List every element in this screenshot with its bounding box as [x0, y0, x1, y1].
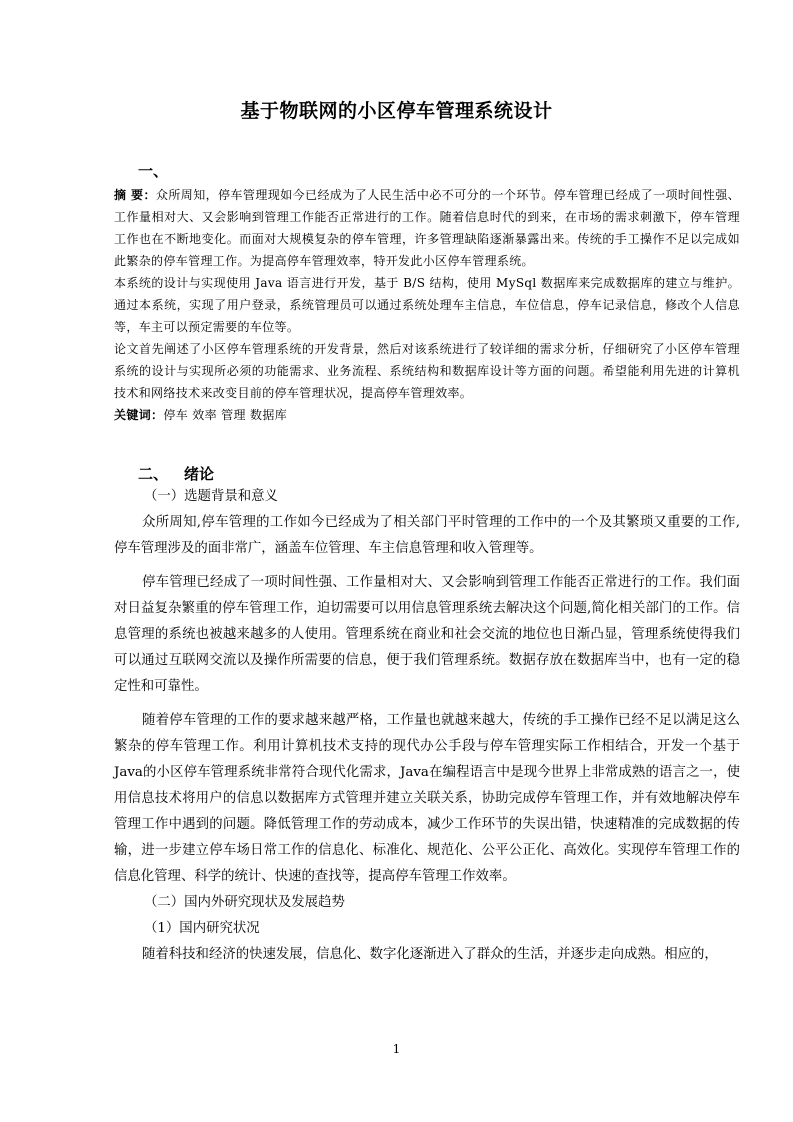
section-two-title: 绪论 [184, 465, 215, 483]
abstract-paragraph-3: 论文首先阐述了小区停车管理系统的开发背景，然后对该系统进行了较详细的需求分析，仔细研究了小区停车管理系统的设计与实现所必须的功能需求、业务流程、系统结构和数据库设计等方面的问题。希望能利用先进的计算机技术和网络技术来改变目前的停车管理状况，提高停车管理效率。 [114, 342, 740, 400]
keywords-label: 关键词： [114, 408, 164, 422]
body-paragraph-1: 众所周知,停车管理的工作如今已经成为了相关部门平时管理的工作中的一个及其繁琐又重要的工作, 停车管理涉及的面非常广，涵盖车位管理、车主信息管理和收入管理等。 [114, 515, 740, 556]
body-text [114, 484, 740, 968]
section-two-number: 二、 [138, 465, 169, 483]
section-two-heading [138, 463, 214, 484]
abstract-label: 摘 要： [114, 188, 156, 202]
subsection-heading-background: （一）选题背景和意义 [144, 489, 278, 504]
body-paragraph-2: 停车管理已经成了一项时间性强、工作量相对大、又会影响到管理工作能否正常进行的工作。我们面对日益复杂繁重的停车管理工作，迫切需要可以用信息管理系统去解决这个问题,简化相关部门的工作。信息管理的系统也被越来越多的人使用。管理系统在商业和社会交流的地位也日渐凸显，管理系统使得我们可以通过互联网交流以及操作所需要的信息，便于我们管理系统。数据存放在数据库当中，也有一定的稳定性和可靠性。 [114, 575, 740, 694]
body-paragraph-3: 随着停车管理的工作的要求越来越严格，工作量也就越来越大，传统的手工操作已经不足以满足这么繁杂的停车管理工作。利用计算机技术支持的现代办公手段与停车管理实际工作相结合，开发一个基于 Java的小区停车管理系统非常符合现代化需求，Java在编程语言中是现今世界上非常成熟的语言之一，使用信息技术将用户的信息以数据库方式管理并建立关联关系，协助完成停车管理工作，并有效地解决停车管理工作中遇到的问题。降低管理工作的劳动成本，减少工作环节的失误出错，快速精准的完成数据的传输，进一步建立停车场日常工作的信息化、标准化、规范化、公平公正化、高效化。实现停车管理工作的信息化管理、科学的统计、快速的查找等，提高停车管理工作效率。 [114, 713, 740, 884]
abstract-paragraph-2: 本系统的设计与实现使用 Java 语言进行开发，基于 B/S 结构，使用 MySql 数据库来完成数据库的建立与维护。通过本系统，实现了用户登录，系统管理员可以通过系统处理车主信息，车位信息，停车记录信息，修改个人信息等，车主可以预定需要的车位等。 [114, 276, 740, 334]
subsection-heading-domestic: （1）国内研究状况 [144, 921, 260, 936]
abstract-text-1: 众所周知，停车管理现如今已经成为了人民生活中必不可分的一个环节。停车管理已经成了一项时间性强、工作量相对大、又会影响到管理工作能否正常进行的工作。随着信息时代的到来，在市场的需求刺激下，停车管理工作也在不断地变化。而面对大规模复杂的停车管理，许多管理缺陷逐渐暴露出来。传统的手工操作不足以完成如此繁杂的停车管理工作。为提高停车管理效率，特开发此小区停车管理系统。 [114, 188, 740, 268]
page-title: 基于物联网的小区停车管理系统设计 [240, 100, 553, 122]
abstract-block [114, 184, 740, 426]
keywords-text: 停车 效率 管理 数据库 [163, 408, 288, 422]
section-one-heading: 一、 [138, 162, 169, 180]
subsection-heading-research: （二）国内外研究现状及发展趋势 [144, 895, 345, 910]
keywords-line [114, 404, 740, 426]
abstract-paragraph-1 [114, 184, 740, 272]
page-number: 1 [392, 1042, 401, 1056]
body-paragraph-4: 随着科技和经济的快速发展，信息化、数字化逐渐进入了群众的生活，并逐步走向成熟。相应的， [142, 947, 718, 962]
